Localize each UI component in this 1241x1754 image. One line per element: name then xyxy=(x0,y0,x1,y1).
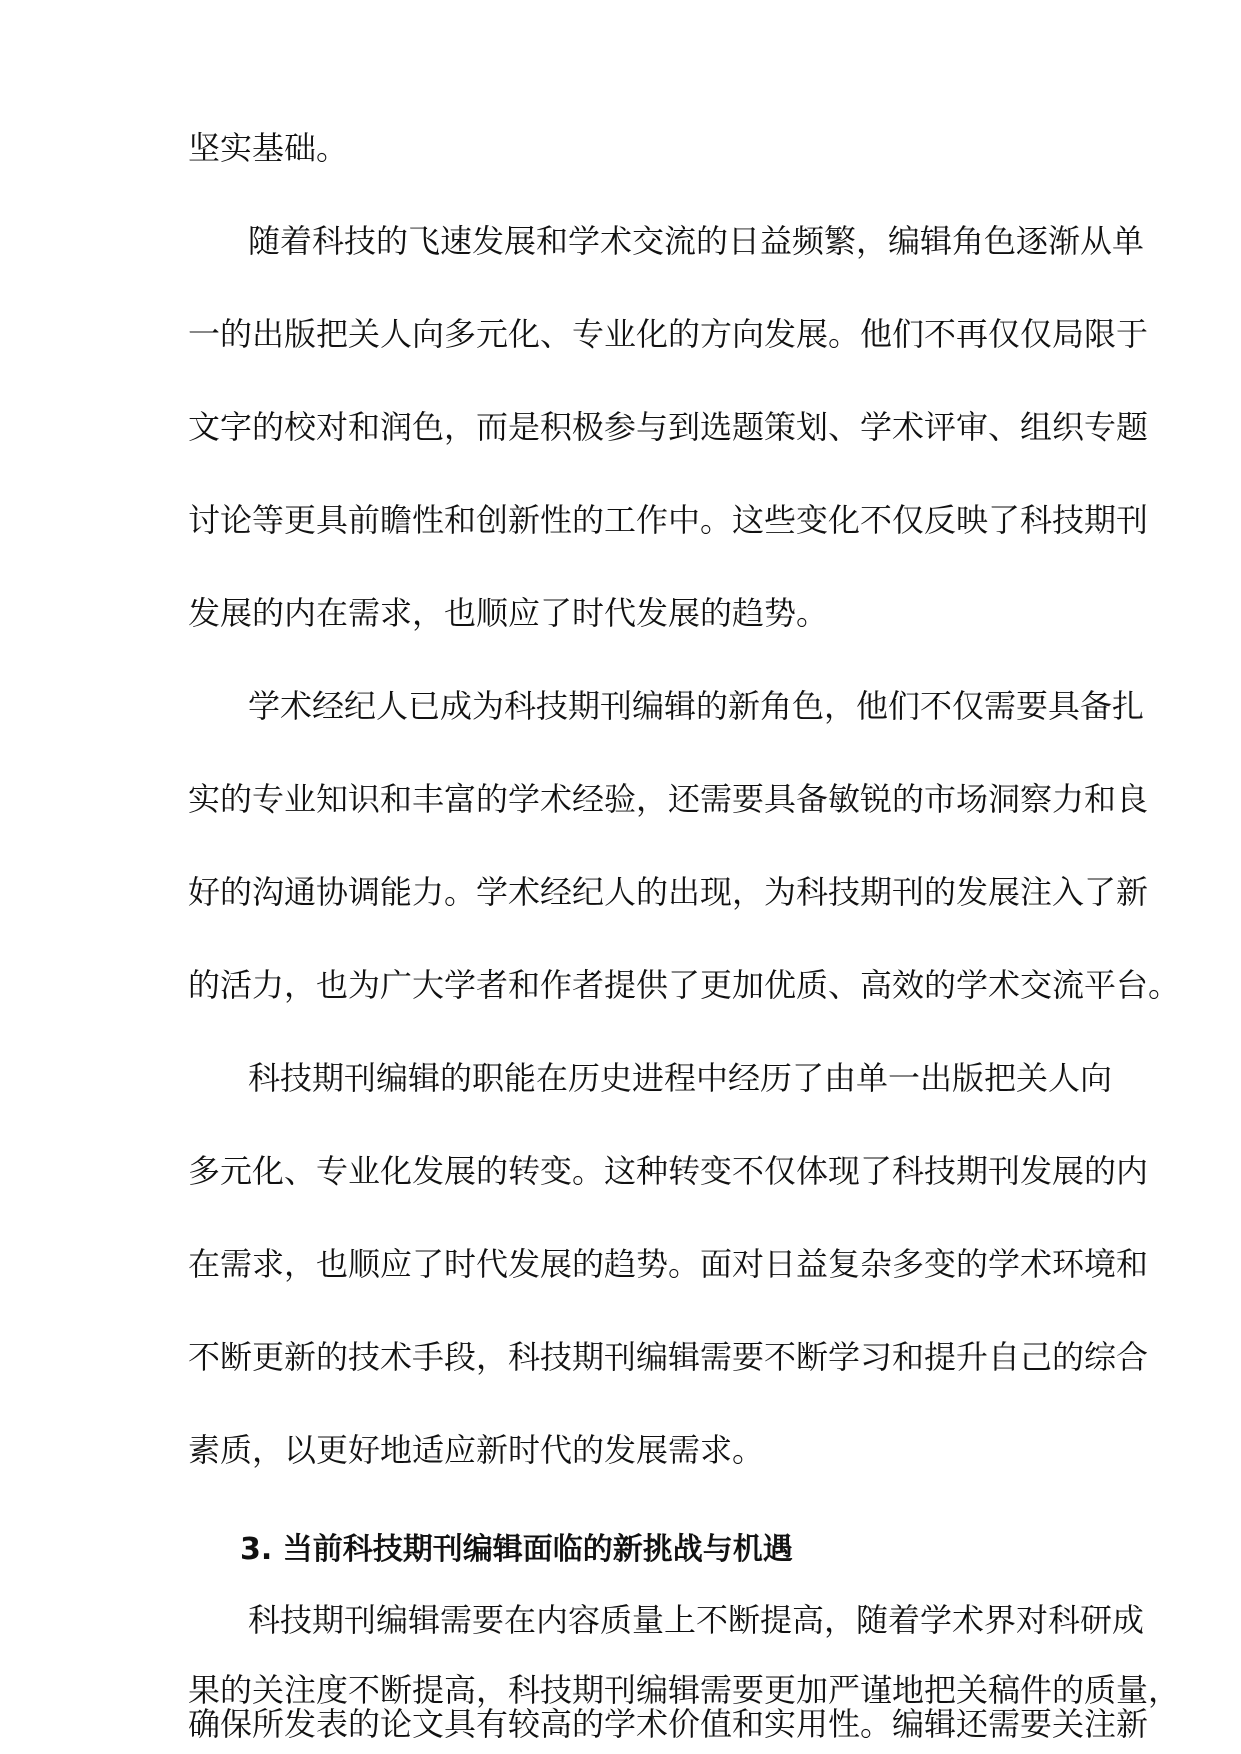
paragraph-line: 的活力，也为广大学者和作者提供了更加优质、高效的学术交流平台。 xyxy=(188,966,1181,1004)
paragraph-line: 随着科技的飞速发展和学术交流的日益频繁，编辑角色逐渐从单 xyxy=(248,222,1145,260)
paragraph-line: 确保所发表的论文具有较高的学术价值和实用性。编辑还需要关注新 xyxy=(188,1705,1149,1743)
paragraph-line: 多元化、专业化发展的转变。这种转变不仅体现了科技期刊发展的内 xyxy=(188,1152,1149,1190)
paragraph-line: 好的沟通协调能力。学术经纪人的出现，为科技期刊的发展注入了新 xyxy=(188,873,1149,911)
paragraph-line: 实的专业知识和丰富的学术经验，还需要具备敏锐的市场洞察力和良 xyxy=(188,780,1149,818)
paragraph-line: 坚实基础。 xyxy=(188,129,349,167)
paragraph-line: 发展的内在需求，也顺应了时代发展的趋势。 xyxy=(188,594,829,632)
paragraph-line: 科技期刊编辑需要在内容质量上不断提高，随着学术界对科研成 xyxy=(248,1601,1145,1639)
paragraph-line: 学术经纪人已成为科技期刊编辑的新角色，他们不仅需要具备扎 xyxy=(248,687,1145,725)
paragraph-line: 一的出版把关人向多元化、专业化的方向发展。他们不再仅仅局限于 xyxy=(188,315,1149,353)
paragraph-line: 科技期刊编辑的职能在历史进程中经历了由单一出版把关人向 xyxy=(248,1059,1113,1097)
paragraph-line: 素质，以更好地适应新时代的发展需求。 xyxy=(188,1431,765,1469)
paragraph-line: 果的关注度不断提高，科技期刊编辑需要更加严谨地把关稿件的质量， xyxy=(188,1671,1181,1709)
paragraph-line: 文字的校对和润色，而是积极参与到选题策划、学术评审、组织专题 xyxy=(188,408,1149,446)
paragraph-line: 不断更新的技术手段，科技期刊编辑需要不断学习和提升自己的综合 xyxy=(188,1338,1149,1376)
paragraph-line: 讨论等更具前瞻性和创新性的工作中。这些变化不仅反映了科技期刊 xyxy=(188,501,1149,539)
paragraph-line: 在需求，也顺应了时代发展的趋势。面对日益复杂多变的学术环境和 xyxy=(188,1245,1149,1283)
section-heading: 3. 当前科技期刊编辑面临的新挑战与机遇 xyxy=(240,1532,793,1567)
